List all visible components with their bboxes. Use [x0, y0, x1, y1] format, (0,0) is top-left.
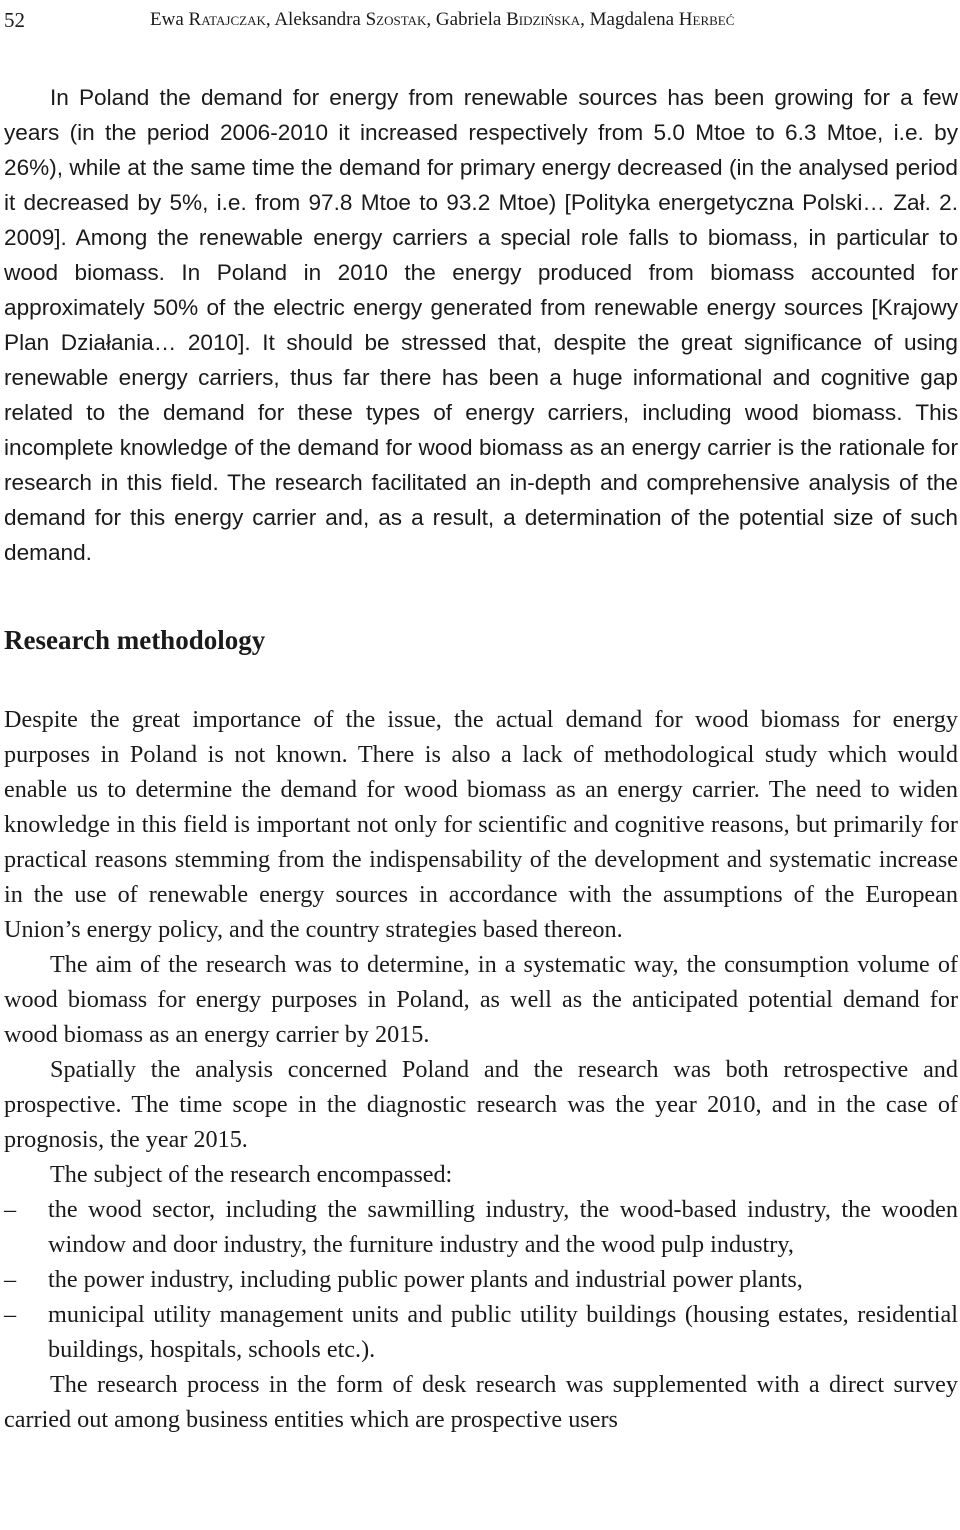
author [590, 9, 735, 30]
body-paragraph: The aim of the research was to determine, in a systematic way, the consumption volume of wood biomass for energy purposes in Poland, as well as the anticipated potential demand for wood biomass as an energy carrier by 2015. [4, 951, 958, 1048]
author [274, 9, 426, 30]
list-dash: – [4, 1266, 17, 1293]
author [436, 9, 580, 30]
author [150, 9, 266, 30]
page-body [4, 80, 958, 1437]
page-number: 52 [4, 8, 25, 32]
author-last-name: Ratajczak [188, 9, 266, 30]
body-paragraph: The research process in the form of desk research was supplemented with a direct survey carried out among business entities which are prospective users [4, 1371, 958, 1433]
body-paragraph: Despite the great importance of the issue, the actual demand for wood biomass for energy purposes in Poland is not known. There is also a lack of methodological study which would enable us to determine the demand for wood biomass as an energy carrier. The need to widen knowledge in this field is important not only for scientific and cognitive reasons, but primarily for practical reasons stemming from the indispensability of the development and systematic increase in the use of renewable energy sources in accordance with the assumptions of the European Union’s energy policy, and the country strategies based thereon. [4, 706, 958, 943]
list-item-text: the wood sector, including the sawmilling industry, the wood-based industry, the wooden window and door industry, the furniture industry and the wood pulp industry, [48, 1196, 958, 1258]
list-dash: – [4, 1196, 17, 1223]
author-first-name: Magdalena [589, 9, 675, 30]
list-item [4, 1297, 958, 1367]
author-last-name: Szostak [365, 9, 427, 30]
author-last-name: Herbeć [678, 9, 735, 30]
list-item-text: municipal utility management units and public utility buildings (housing estates, residential buildings, hospitals, schools etc.). [48, 1301, 958, 1363]
author-first-name: Aleksandra [274, 9, 361, 30]
author-last-name: Bidzińska [506, 9, 581, 30]
intro-paragraph: In Poland the demand for energy from renewable sources has been growing for a few years (in the period 2006-2010 it increased respectively from 5.0 Mtoe to 6.3 Mtoe, i.e. by 26%), while at the same time the demand for primary energy decreased (in the analysed period it decreased by 5%, i.e. from 97.8 Mtoe to 93.2 Mtoe) [Polityka energetyczna Polski… Zał. 2. 2009]. Among the renewable energy carriers a special role falls to biomass, in particular to wood biomass. In Poland in 2010 the energy produced from biomass accounted for approximately 50% of the electric energy generated from renewable energy sources [Krajowy Plan Działania… 2010]. It should be stressed that, despite the great significance of using renewable energy carriers, thus far there has been a huge informational and cognitive gap related to the demand for these types of energy carriers, including wood biomass. This incomplete knowledge of the demand for wood biomass as an energy carrier is the rationale for research in this field. The research facilitated an in-depth and comprehensive analysis of the demand for this energy carrier and, as a result, a determination of the potential size of such demand. [4, 85, 958, 565]
author-first-name: Gabriela [435, 9, 502, 30]
body-paragraph: Spatially the analysis concerned Poland and the research was both retrospective and prospective. The time scope in the diagnostic research was the year 2010, and in the case of prognosis, the year 2015. [4, 1056, 958, 1153]
research-subject-list [4, 1192, 958, 1367]
list-item [4, 1262, 958, 1297]
list-item-text: the power industry, including public power plants and industrial power plants, [48, 1266, 803, 1293]
list-item [4, 1192, 958, 1262]
author-first-name: Ewa [150, 9, 184, 30]
author-list: Ewa Ratajczak, Aleksandra Szostak, Gabriela Bidzińska, Magdalena Herbeć [150, 9, 735, 30]
section-heading: Research methodology [4, 625, 266, 655]
list-intro: The subject of the research encompassed: [50, 1161, 453, 1188]
list-dash: – [4, 1301, 17, 1328]
running-header [4, 2, 956, 38]
